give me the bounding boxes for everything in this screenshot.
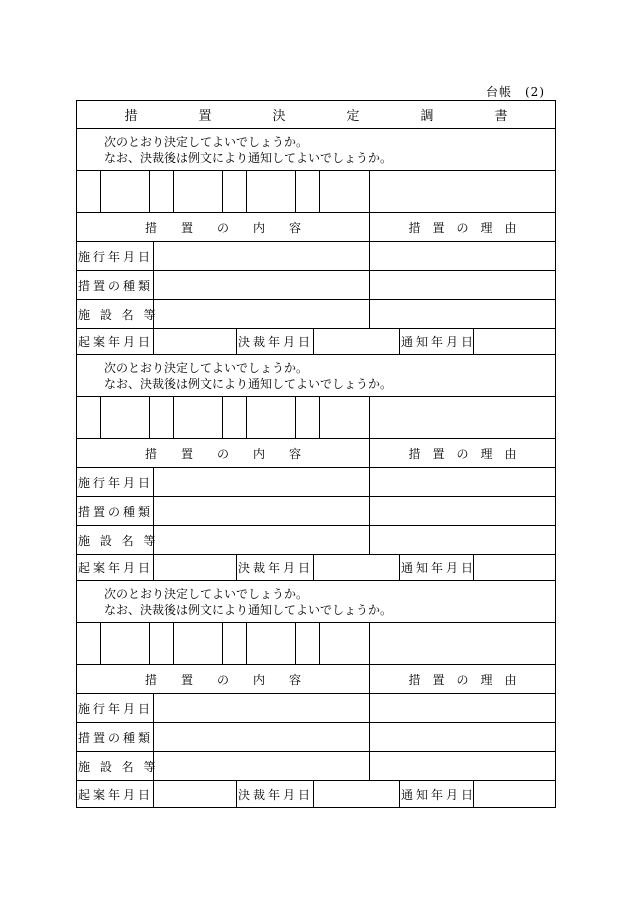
stamp-title-cell[interactable] xyxy=(296,397,320,438)
stamp-title-cell[interactable] xyxy=(223,397,247,438)
stamp-box[interactable] xyxy=(320,623,370,664)
field-value[interactable] xyxy=(154,300,370,328)
approval-stamp-row xyxy=(77,397,555,439)
prompt-line: なお、決裁後は例文により通知してよいでしょうか。 xyxy=(104,377,393,391)
date-value[interactable] xyxy=(474,329,555,354)
content-reason-header xyxy=(77,439,555,468)
stamp-box[interactable] xyxy=(320,397,370,438)
prompt-line: なお、決裁後は例文により通知してよいでしょうか。 xyxy=(104,603,393,617)
reason-value[interactable] xyxy=(370,271,555,299)
reason-value[interactable] xyxy=(370,694,555,722)
stamp-box[interactable] xyxy=(101,171,150,212)
approval-prompt xyxy=(77,581,555,623)
stamp-box[interactable] xyxy=(101,623,150,664)
field-label: 措置の種類 xyxy=(77,497,154,525)
field-label: 施 設 名 等 xyxy=(77,752,154,780)
date-value[interactable] xyxy=(474,781,555,807)
field-label: 措置の種類 xyxy=(77,271,154,299)
form-row xyxy=(77,526,555,555)
field-value[interactable] xyxy=(154,242,370,270)
approval-stamp-row xyxy=(77,623,555,665)
field-label: 施行年月日 xyxy=(77,468,154,496)
field-label: 施行年月日 xyxy=(77,694,154,722)
stamp-box[interactable] xyxy=(101,397,150,438)
stamp-title-cell[interactable] xyxy=(150,171,174,212)
prompt-line: 次のとおり決定してよいでしょうか。 xyxy=(104,135,309,149)
form-row xyxy=(77,497,555,526)
field-value[interactable] xyxy=(154,271,370,299)
reason-value[interactable] xyxy=(370,242,555,270)
content-header: 措置の内容 xyxy=(77,665,370,693)
approval-prompt xyxy=(77,129,555,171)
stamp-box[interactable] xyxy=(174,171,223,212)
date-row xyxy=(77,781,555,807)
prompt-line: 次のとおり決定してよいでしょうか。 xyxy=(104,361,309,375)
stamp-title-cell[interactable] xyxy=(296,623,320,664)
ledger-number: 台帳 (2) xyxy=(486,85,545,99)
date-value[interactable] xyxy=(154,555,237,580)
reason-header: 措置の理由 xyxy=(408,220,529,235)
date-value[interactable] xyxy=(154,329,237,354)
reason-value[interactable] xyxy=(370,752,555,780)
stamp-remarks[interactable] xyxy=(370,623,555,664)
content-header: 措置の内容 xyxy=(77,439,370,467)
decision-section xyxy=(77,129,555,355)
date-row xyxy=(77,555,555,581)
content-header: 措置の内容 xyxy=(77,213,370,241)
reason-value[interactable] xyxy=(370,526,555,554)
stamp-title-cell[interactable] xyxy=(296,171,320,212)
date-value[interactable] xyxy=(314,781,400,807)
form-row xyxy=(77,752,555,781)
reason-header: 措置の理由 xyxy=(408,672,529,687)
field-label: 施 設 名 等 xyxy=(77,300,154,328)
decision-section xyxy=(77,355,555,581)
reason-value[interactable] xyxy=(370,468,555,496)
date-label: 決裁年月日 xyxy=(237,781,314,807)
form-row xyxy=(77,694,555,723)
form-row xyxy=(77,242,555,271)
stamp-remarks[interactable] xyxy=(370,397,555,438)
date-label: 起案年月日 xyxy=(77,329,154,354)
stamp-remarks[interactable] xyxy=(370,171,555,212)
date-label: 決裁年月日 xyxy=(237,329,314,354)
decision-form xyxy=(76,100,556,808)
field-value[interactable] xyxy=(154,526,370,554)
field-value[interactable] xyxy=(154,497,370,525)
content-reason-header xyxy=(77,213,555,242)
prompt-line: 次のとおり決定してよいでしょうか。 xyxy=(104,587,309,601)
stamp-box[interactable] xyxy=(247,171,296,212)
form-row xyxy=(77,468,555,497)
field-label: 施行年月日 xyxy=(77,242,154,270)
stamp-box[interactable] xyxy=(247,623,296,664)
reason-value[interactable] xyxy=(370,497,555,525)
reason-header: 措置の理由 xyxy=(408,446,529,461)
form-row xyxy=(77,271,555,300)
approval-stamp-row xyxy=(77,171,555,213)
stamp-title-cell[interactable] xyxy=(223,171,247,212)
date-label: 起案年月日 xyxy=(77,555,154,580)
date-label: 通知年月日 xyxy=(400,781,474,807)
date-label: 通知年月日 xyxy=(400,555,474,580)
stamp-box[interactable] xyxy=(320,171,370,212)
prompt-line: なお、決裁後は例文により通知してよいでしょうか。 xyxy=(104,151,393,165)
stamp-title-cell[interactable] xyxy=(150,623,174,664)
reason-value[interactable] xyxy=(370,300,555,328)
form-row xyxy=(77,300,555,329)
date-label: 決裁年月日 xyxy=(237,555,314,580)
date-value[interactable] xyxy=(154,781,237,807)
field-label: 措置の種類 xyxy=(77,723,154,751)
stamp-title-cell[interactable] xyxy=(150,397,174,438)
field-value[interactable] xyxy=(154,468,370,496)
field-value[interactable] xyxy=(154,752,370,780)
form-row xyxy=(77,723,555,752)
form-title: 措 置 決 定 調 書 xyxy=(77,101,555,129)
date-label: 起案年月日 xyxy=(77,781,154,807)
date-row xyxy=(77,329,555,355)
stamp-box[interactable] xyxy=(174,623,223,664)
content-reason-header xyxy=(77,665,555,694)
decision-section xyxy=(77,581,555,807)
approval-prompt xyxy=(77,355,555,397)
field-value[interactable] xyxy=(154,694,370,722)
field-value[interactable] xyxy=(154,723,370,751)
stamp-title-cell[interactable] xyxy=(223,623,247,664)
field-label: 施 設 名 等 xyxy=(77,526,154,554)
stamp-title-cell[interactable] xyxy=(77,623,101,664)
date-value[interactable] xyxy=(314,329,400,354)
date-value[interactable] xyxy=(314,555,400,580)
stamp-box[interactable] xyxy=(174,397,223,438)
stamp-title-cell[interactable] xyxy=(77,397,101,438)
stamp-title-cell[interactable] xyxy=(77,171,101,212)
date-label: 通知年月日 xyxy=(400,329,474,354)
date-value[interactable] xyxy=(474,555,555,580)
reason-value[interactable] xyxy=(370,723,555,751)
stamp-box[interactable] xyxy=(247,397,296,438)
